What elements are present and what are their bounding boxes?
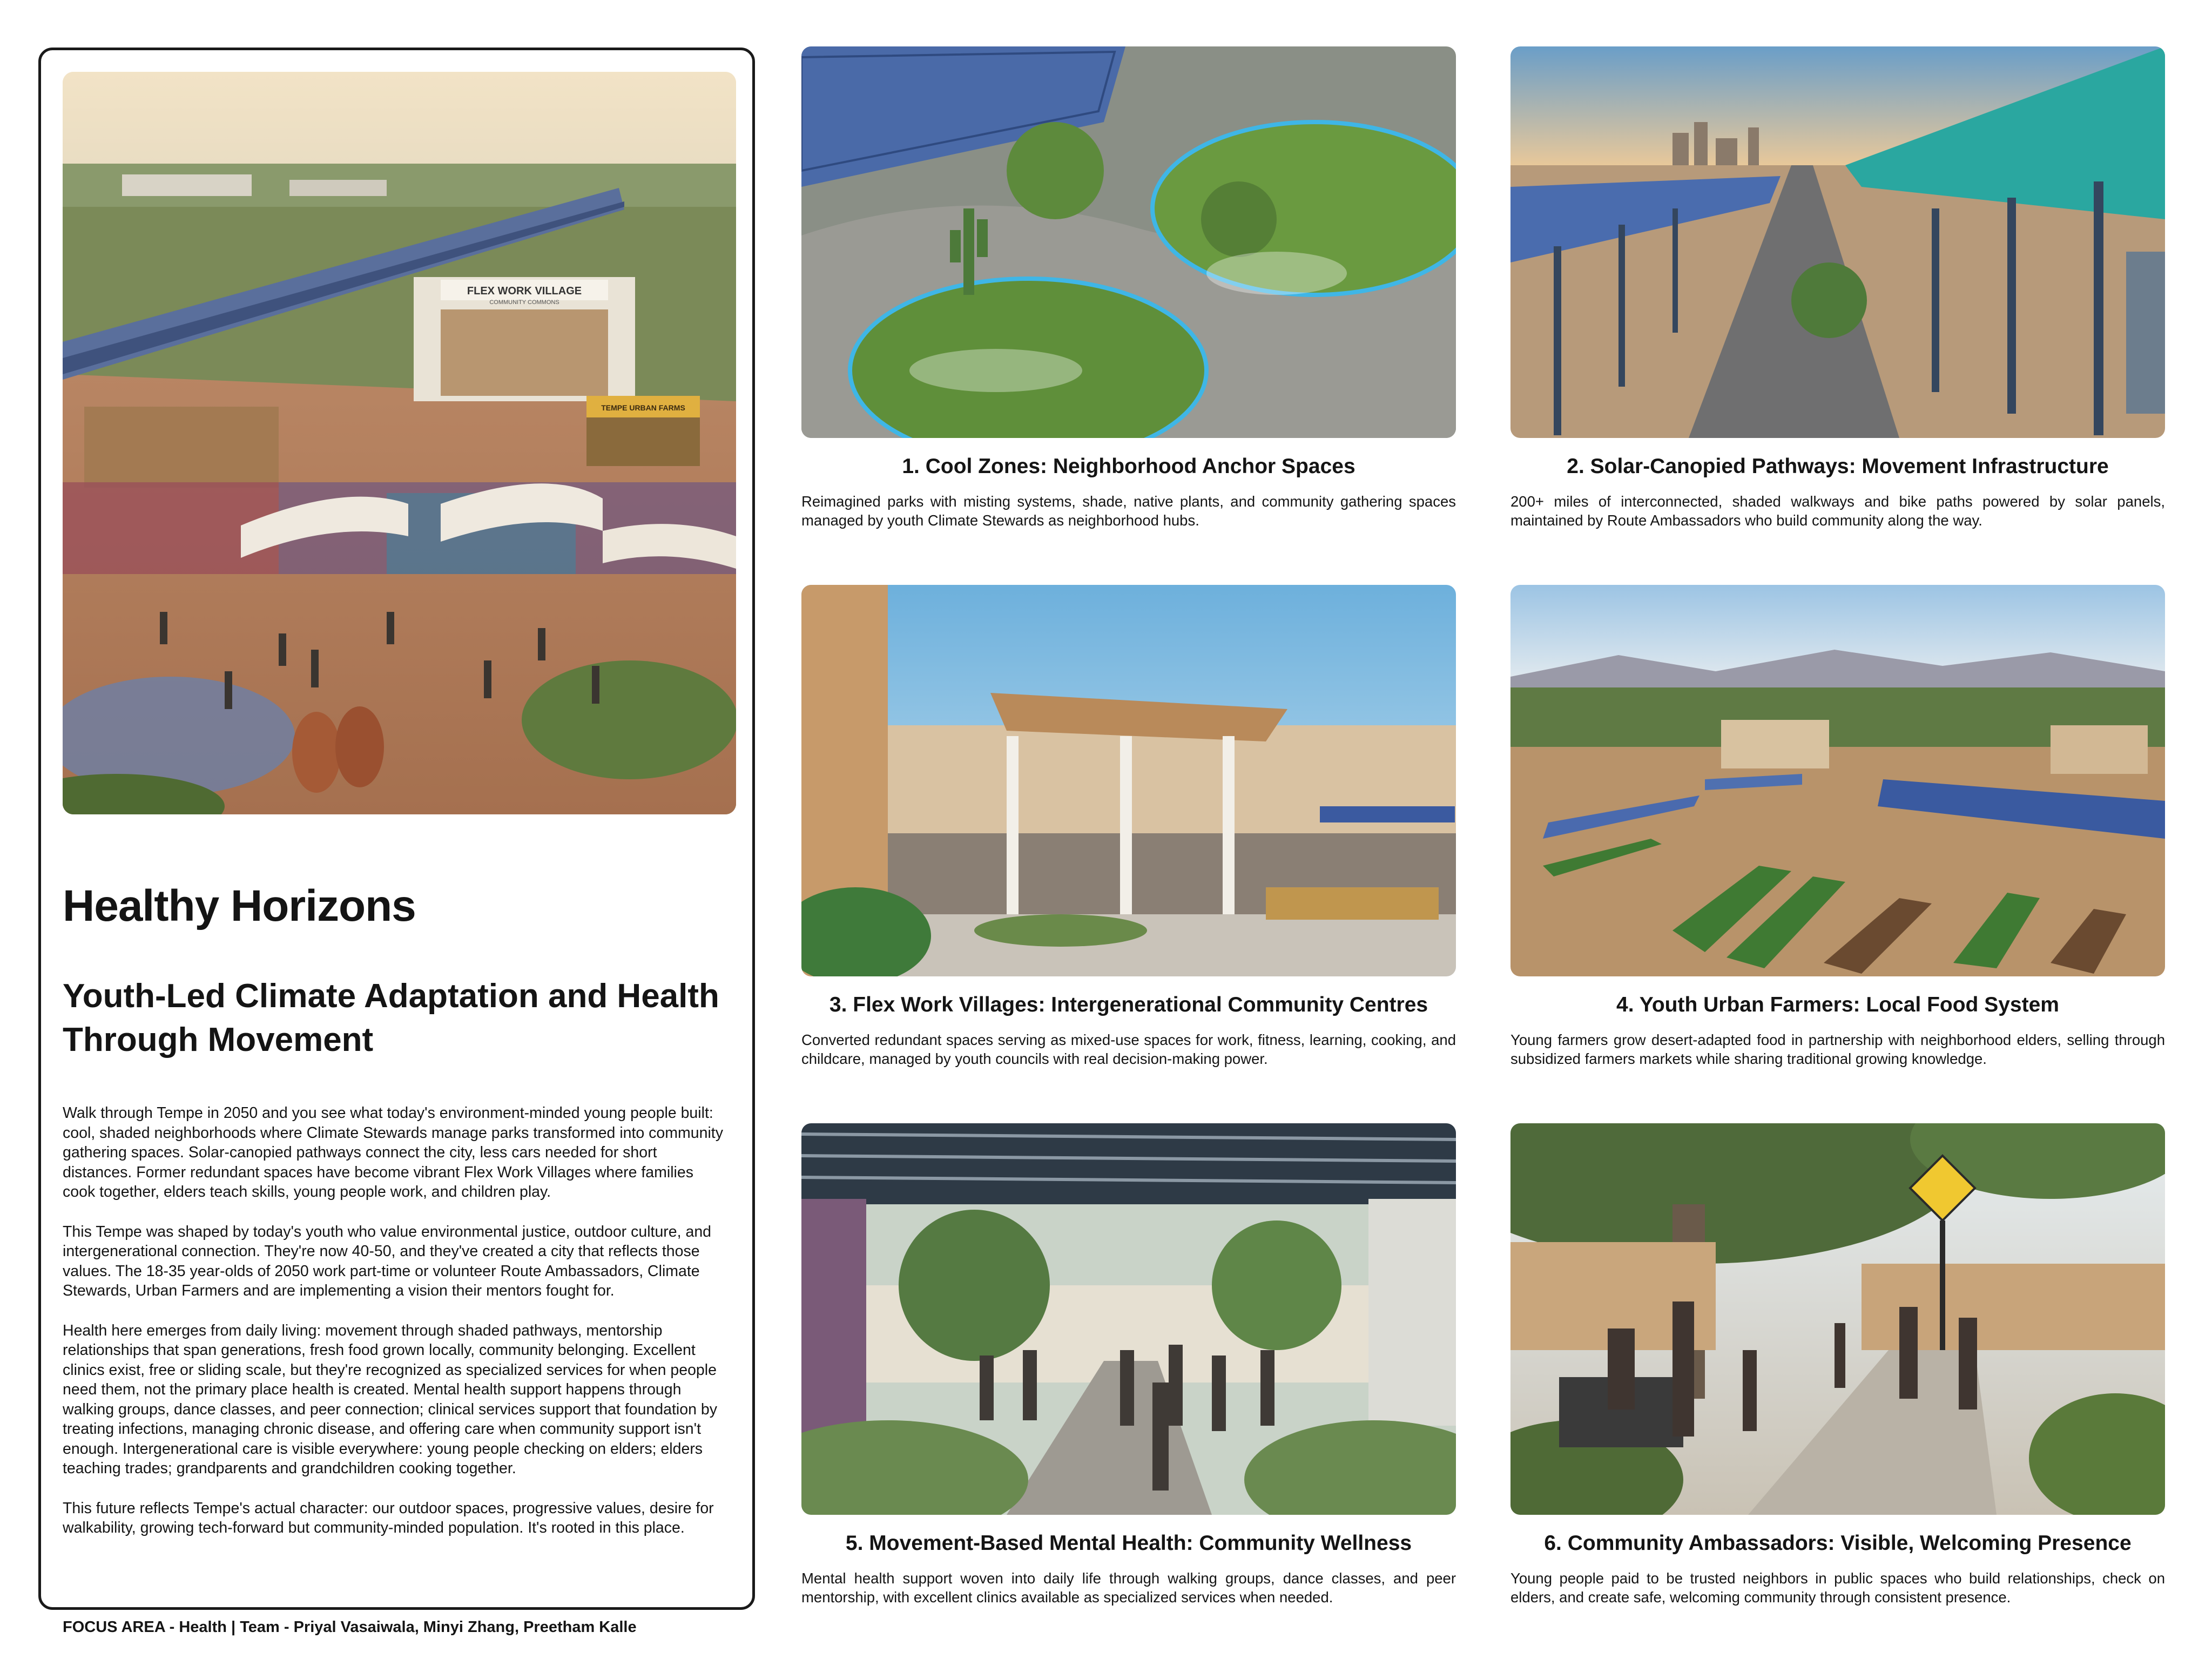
card-title: 5. Movement-Based Mental Health: Community Wellness: [845, 1532, 1412, 1555]
flex-work-villages-image: [801, 585, 1456, 976]
card-cool-zones: [801, 46, 1456, 530]
card-flex-work-villages: [801, 585, 1456, 1068]
solar-pathways-drawing: [1510, 46, 2165, 438]
card-description: Young people paid to be trusted neighbors in public spaces who build relationships, check on elders, and create safe, welcoming community through consistent presence.: [1510, 1570, 2165, 1606]
card-solar-pathways: [1510, 46, 2165, 530]
movement-mental-health-drawing: [801, 1123, 1456, 1515]
hero-illustration: [63, 72, 736, 814]
solar-pathways-image: [1510, 46, 2165, 438]
intro-body: [63, 1103, 727, 1558]
card-title: 2. Solar-Canopied Pathways: Movement Infrastructure: [1567, 455, 2109, 478]
community-ambassadors-image: [1510, 1123, 2165, 1515]
card-youth-urban-farmers: [1510, 585, 2165, 1068]
cool-zones-drawing: [801, 46, 1456, 438]
cool-zones-image: [801, 46, 1456, 438]
card-title: 4. Youth Urban Farmers: Local Food System: [1616, 993, 2059, 1016]
movement-mental-health-image: [801, 1123, 1456, 1515]
card-description: Reimagined parks with misting systems, shade, native plants, and community gathering spaces managed by youth Climate Stewards as neighborhood hubs.: [801, 493, 1456, 529]
dining-table: [1266, 887, 1439, 920]
adobe-house: [1721, 720, 1829, 768]
card-title: 6. Community Ambassadors: Visible, Welcoming Presence: [1544, 1532, 2132, 1555]
hero-scene-drawing: [63, 72, 736, 814]
intro-panel: [38, 48, 755, 1636]
clay-pot: [292, 712, 341, 793]
card-description: Mental health support woven into daily life through walking groups, dance classes, and peer mentorship, with excellent clinics available as specialized services when needed.: [801, 1570, 1456, 1606]
farm-stand-sign: TEMPE URBAN FARMS: [601, 403, 685, 412]
flex-work-villages-drawing: [801, 585, 1456, 976]
poster-subtitle: Youth-Led Climate Adaptation and Health Through Movement: [63, 977, 719, 1058]
card-movement-mental-health: [801, 1123, 1456, 1607]
mural-wall: [801, 1199, 866, 1447]
card-description: Young farmers grow desert-adapted food in partnership with neighborhood elders, selling through subsidized farmers markets while sharing traditional growing knowledge.: [1510, 1031, 2165, 1067]
poster-title: Healthy Horizons: [63, 881, 416, 930]
saguaro-cactus: [963, 208, 974, 295]
intro-paragraph: This Tempe was shaped by today's youth who value environmental justice, outdoor culture, and intergenerational connection. They're now 40-50, and they've created a city that reflects those values. The 18-35 year-olds of 2050 work part-time or volunteer Route Ambassadors, Climate Stewards, Urban Farmers and are implementing a vision their mentors fought for.: [63, 1223, 712, 1299]
card-community-ambassadors: [1510, 1123, 2165, 1607]
card-title: 1. Cool Zones: Neighborhood Anchor Spaces: [902, 455, 1355, 478]
card-title: 3. Flex Work Villages: Intergenerational Community Centres: [829, 993, 1428, 1016]
intro-paragraph: Health here emerges from daily living: movement through shaded pathways, mentorship relationships that span generations, fresh food grown locally, community belonging. Excellent clinics exist, free or sliding scale, but they're recognized as specialized services for when people need them, not the primary place health is created. Mental health support happens through walking groups, dance classes, and peer connection; clinical services support that foundation by treating infections, managing chronic disease, and offering care when community support isn't enough. Intergenerational care is visible everywhere: young people checking on elders; elders teaching trades; grandparents and grandchildren cooking together.: [63, 1321, 717, 1477]
team-credit: FOCUS AREA - Health | Team - Priyal Vasaiwala, Minyi Zhang, Preetham Kalle: [63, 1618, 637, 1636]
intro-paragraph: Walk through Tempe in 2050 and you see what today's environment-minded young people built: cool, shaded neighborhoods where Climate Stewards manage parks transformed into community gathering spaces. Solar-canopied pathways connect the city, less cars needed for short distances. Former redundant spaces have become vibrant Flex Work Villages where families cook together, elders teach skills, young people work, and children play.: [63, 1104, 723, 1201]
farm-field: [1510, 747, 2165, 976]
youth-urban-farmers-drawing: [1510, 585, 2165, 976]
wooden-kiosk: [84, 407, 279, 488]
community-ambassadors-drawing: [1510, 1123, 2165, 1515]
youth-urban-farmers-image: [1510, 585, 2165, 976]
card-description: 200+ miles of interconnected, shaded walkways and bike paths powered by solar panels, maintained by Route Ambassadors who build community along the way.: [1510, 493, 2165, 529]
flex-village-sign: FLEX WORK VILLAGE: [467, 285, 582, 297]
card-description: Converted redundant spaces serving as mixed-use spaces for work, fitness, learning, cooking, and childcare, managed by youth councils with real decision-making power.: [801, 1031, 1456, 1067]
community-commons-sign: COMMUNITY COMMONS: [489, 299, 559, 306]
intro-paragraph: This future reflects Tempe's actual character: our outdoor spaces, progressive values, desire for walkability, growing tech-forward but community-minded population. It's rooted in this place.: [63, 1499, 714, 1536]
